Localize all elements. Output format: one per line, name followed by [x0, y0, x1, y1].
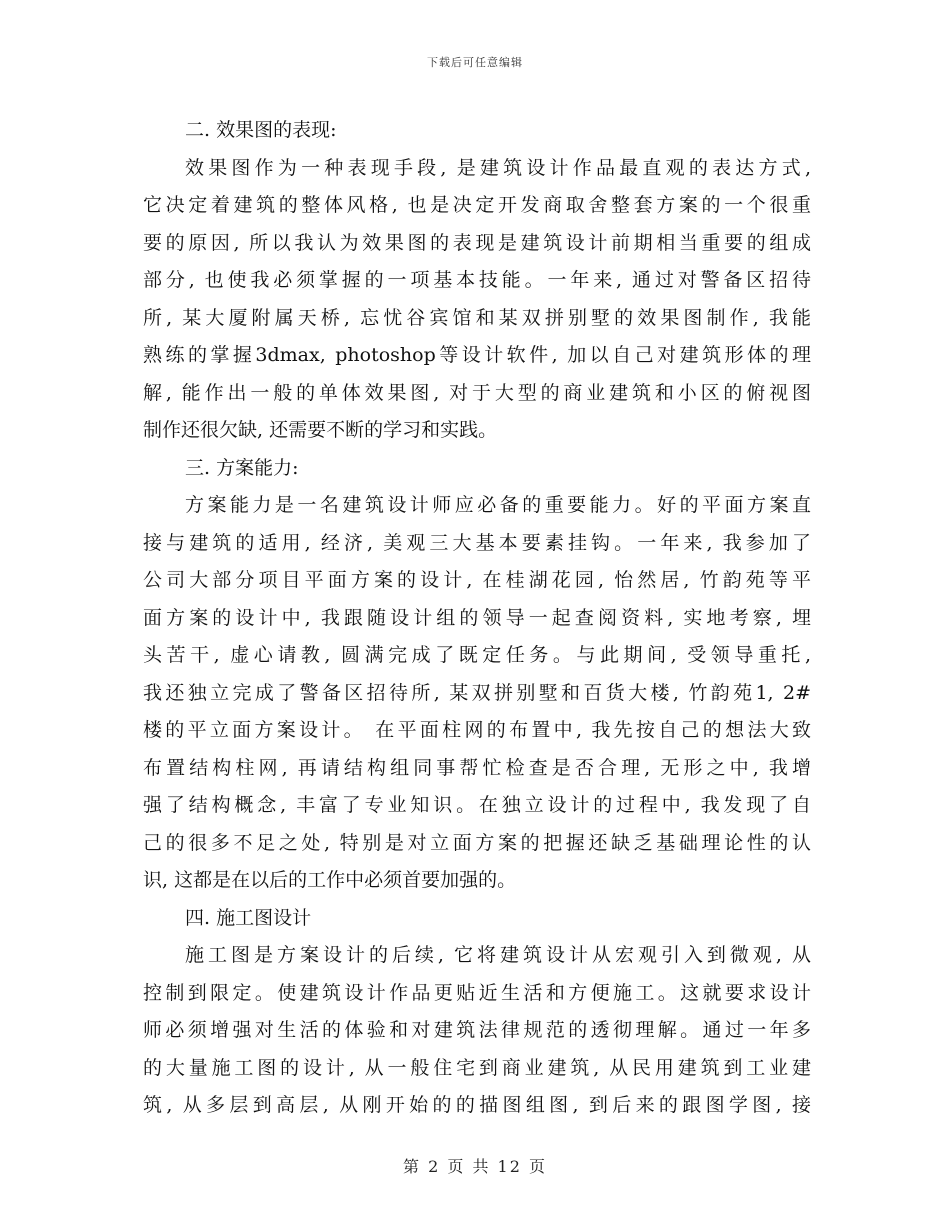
text-line: 解, 能作出一般的单体效果图, 对于大型的商业建筑和小区的俯视图 [143, 381, 811, 404]
text-line: 要的原因, 所以我认为效果图的表现是建筑设计前期相当重要的组成 [143, 231, 811, 254]
text-line: 所, 某大厦附属天桥, 忘忧谷宾馆和某双拼别墅的效果图制作, 我能 [143, 306, 811, 329]
text-line: 二. 效果图的表现: [185, 119, 337, 141]
text-line: 头苦干, 虚心请教, 圆满完成了既定任务。与此期间, 受领导重托, [143, 644, 811, 666]
text-line: 部分, 也使我必须掌握的一项基本技能。一年来, 通过对警备区招待 [143, 269, 811, 291]
text-line: 施工图是方案设计的后续, 它将建筑设计从宏观引入到微观, 从 [185, 944, 811, 966]
text-line: 它决定着建筑的整体风格, 也是决定开发商取舍整套方案的一个很重 [143, 194, 811, 216]
text-line: 楼的平立面方案设计。 在平面柱网的布置中, 我先按自己的想法大致 [143, 719, 811, 741]
text-line: 布置结构柱网, 再请结构组同事帮忙检查是否合理, 无形之中, 我增 [143, 756, 811, 779]
text-line: 制作还很欠缺, 还需要不断的学习和实践。 [143, 419, 498, 441]
text-line: 我还独立完成了警备区招待所, 某双拼别墅和百货大楼, 竹韵苑1, 2# [143, 681, 811, 704]
text-line: 筑, 从多层到高层, 从刚开始的的描图组图, 到后来的跟图学图, 接 [143, 1094, 811, 1116]
page-number-footer: 第 2 页 共 12 页 [403, 1157, 547, 1176]
text-line: 三. 方案能力: [185, 456, 299, 479]
text-line: 师必须增强对生活的体验和对建筑法律规范的透彻理解。通过一年多 [143, 1019, 811, 1041]
text-line: 效果图作为一种表现手段, 是建筑设计作品最直观的表达方式, [185, 156, 811, 179]
text-line: 接与建筑的适用, 经济, 美观三大基本要素挂钩。一年来, 我参加了 [143, 531, 811, 554]
document-body [143, 112, 811, 1125]
text-line: 识, 这都是在以后的工作中必须首要加强的。 [143, 869, 517, 891]
text-line: 四. 施工图设计 [185, 906, 312, 929]
text-line: 公司大部分项目平面方案的设计, 在桂湖花园, 怡然居, 竹韵苑等平 [143, 569, 811, 591]
text-line: 的大量施工图的设计, 从一般住宅到商业建筑, 从民用建筑到工业建 [143, 1056, 811, 1079]
page-header-note: 下载后可任意编辑 [427, 56, 523, 69]
text-line: 方案能力是一名建筑设计师应必备的重要能力。好的平面方案直 [185, 494, 811, 516]
text-line: 面方案的设计中, 我跟随设计组的领导一起查阅资料, 实地考察, 埋 [143, 606, 811, 629]
text-line: 己的很多不足之处, 特别是对立面方案的把握还缺乏基础理论性的认 [143, 831, 811, 854]
text-line: 熟练的掌握3dmax, photoshop等设计软件, 加以自己对建筑形体的理 [143, 344, 811, 366]
text-line: 控制到限定。使建筑设计作品更贴近生活和方便施工。这就要求设计 [143, 981, 811, 1004]
text-line: 强了结构概念, 丰富了专业知识。在独立设计的过程中, 我发现了自 [143, 794, 811, 816]
